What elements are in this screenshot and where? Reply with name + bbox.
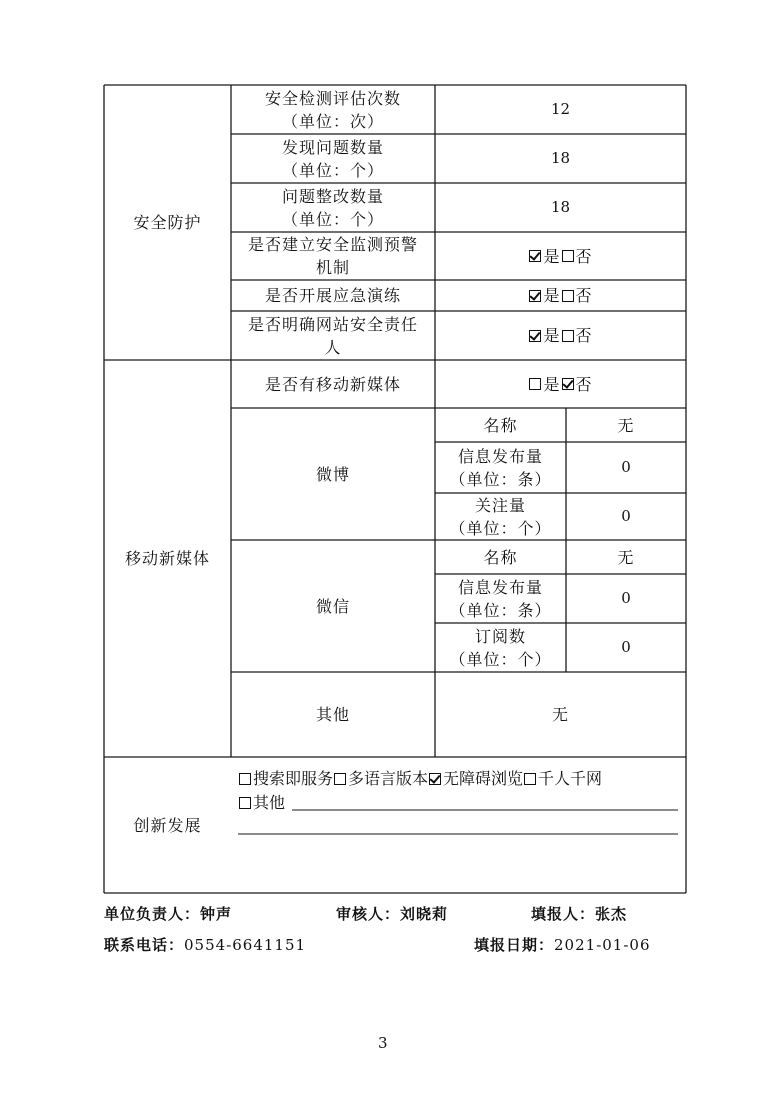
security-row-value bbox=[435, 134, 686, 183]
yes-checkbox-checked[interactable] bbox=[529, 250, 541, 262]
label-line: 问题整改数量 bbox=[281, 186, 384, 206]
has-media-choice: 是 否 bbox=[435, 360, 686, 408]
weibo-followers-label: 关注量 （单位：个） bbox=[449, 495, 552, 538]
innovation-section-text: 创新发展 bbox=[133, 815, 202, 835]
wechat-posts-value: 0 bbox=[621, 589, 631, 607]
weibo-name-label: 名称 bbox=[483, 415, 518, 435]
page-number: 3 bbox=[378, 1034, 388, 1052]
value-text: 18 bbox=[550, 198, 571, 216]
value-text: 12 bbox=[550, 100, 571, 118]
media-section-text: 移动新媒体 bbox=[124, 549, 210, 568]
no-checkbox[interactable] bbox=[562, 330, 574, 342]
wechat-subs-label: 订阅数 （单位：个） bbox=[449, 626, 552, 669]
search-service-checkbox[interactable] bbox=[239, 773, 251, 785]
other-checkbox[interactable] bbox=[239, 797, 251, 809]
has-media-label bbox=[231, 360, 435, 408]
label-line: 微博 bbox=[315, 464, 350, 484]
leader-field: 单位负责人：钟声 bbox=[104, 905, 233, 923]
innovation-options bbox=[238, 767, 680, 815]
wechat-name-value: 无 bbox=[617, 547, 635, 567]
weibo-label bbox=[231, 408, 435, 540]
monitor-choice: 是 否 bbox=[435, 232, 686, 280]
no-checkbox[interactable] bbox=[562, 250, 574, 262]
security-row-label bbox=[231, 183, 435, 232]
label-line: 是否开展应急演练 bbox=[264, 286, 401, 305]
innovation-other-row: 其他 bbox=[238, 791, 680, 815]
no-checkbox[interactable] bbox=[562, 290, 574, 302]
date-field: 填报日期：2021-01-06 bbox=[474, 936, 651, 954]
phone-field: 联系电话：0554-6641151 bbox=[104, 936, 307, 954]
media-other-label: 其他 bbox=[315, 705, 350, 724]
label-unit: （单位：个） bbox=[281, 209, 384, 229]
yes-checkbox[interactable] bbox=[529, 378, 541, 390]
security-row-label bbox=[231, 134, 435, 183]
label-line: 是否建立安全监测预警 bbox=[247, 235, 418, 254]
weibo-name-value: 无 bbox=[617, 415, 635, 435]
label-line: 机制 bbox=[315, 258, 350, 277]
value-text: 18 bbox=[550, 149, 571, 167]
drill-choice: 是 否 bbox=[435, 280, 686, 311]
no-checkbox-checked[interactable] bbox=[562, 378, 574, 390]
label-unit: （单位：个） bbox=[281, 160, 384, 180]
security-row-value bbox=[435, 183, 686, 232]
label-line: 发现问题数量 bbox=[281, 137, 384, 157]
weibo-followers-value: 0 bbox=[621, 507, 631, 525]
responsible-choice: 是 否 bbox=[435, 311, 686, 360]
label-line: 人 bbox=[324, 337, 342, 357]
innovation-section-label bbox=[104, 757, 231, 893]
responsible-label bbox=[231, 311, 435, 360]
label-line: 微信 bbox=[315, 596, 350, 616]
label-unit: （单位：次） bbox=[281, 111, 384, 131]
label-line: 安全检测评估次数 bbox=[264, 88, 401, 108]
security-row-value bbox=[435, 85, 686, 134]
security-section-text: 安全防护 bbox=[133, 213, 202, 232]
monitor-label bbox=[231, 232, 435, 280]
innovation-options-row: 搜索即服务 多语言版本 无障碍浏览 千人千网 bbox=[238, 767, 680, 791]
security-section-label bbox=[104, 85, 231, 360]
accessibility-checkbox-checked[interactable] bbox=[429, 773, 441, 785]
multilingual-checkbox[interactable] bbox=[334, 773, 346, 785]
personalized-checkbox[interactable] bbox=[524, 773, 536, 785]
media-section-label bbox=[104, 360, 231, 757]
weibo-posts-label: 信息发布量 （单位：条） bbox=[449, 446, 552, 489]
drill-label bbox=[231, 280, 435, 311]
label-line: 是否有移动新媒体 bbox=[264, 374, 401, 394]
reviewer-field: 审核人：刘晓莉 bbox=[336, 905, 449, 923]
wechat-name-label: 名称 bbox=[483, 547, 518, 567]
label-line: 是否明确网站安全责任 bbox=[247, 314, 418, 334]
security-row-label bbox=[231, 85, 435, 134]
wechat-label bbox=[231, 540, 435, 672]
yes-checkbox-checked[interactable] bbox=[529, 290, 541, 302]
yes-checkbox-checked[interactable] bbox=[529, 330, 541, 342]
weibo-posts-value: 0 bbox=[621, 458, 631, 476]
wechat-subs-value: 0 bbox=[621, 638, 631, 656]
media-other-value: 无 bbox=[551, 705, 569, 724]
wechat-posts-label: 信息发布量 （单位：条） bbox=[449, 577, 552, 620]
filler-field: 填报人：张杰 bbox=[531, 905, 628, 923]
